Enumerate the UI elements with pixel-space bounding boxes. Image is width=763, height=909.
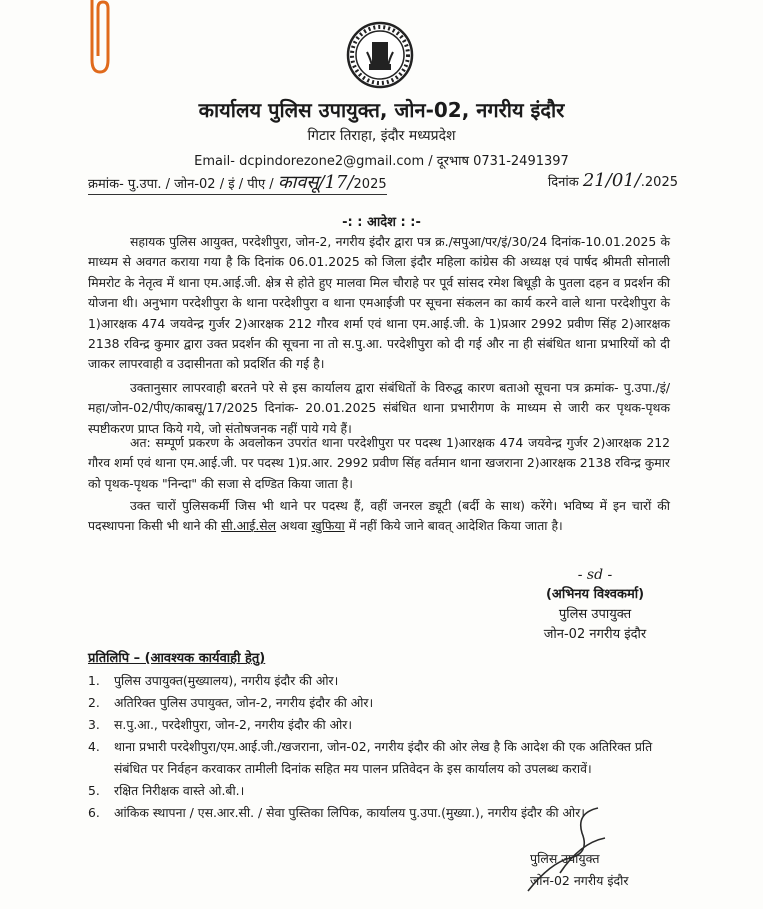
paper-clip-icon — [78, 0, 116, 78]
signature-block-copy — [530, 848, 650, 892]
office-title: कार्यालय पुलिस उपायुक्त, जोन-02, नगरीय इंदौर — [198, 98, 565, 122]
copy-signatory-office: जोन-02 नगरीय इंदौर — [530, 873, 629, 888]
order-heading: -: : आदेश : :- — [342, 215, 421, 230]
office-address: गिटार तिराहा, इंदौर मध्यप्रदेश — [307, 128, 456, 144]
document-page: कार्यालय पुलिस उपायुक्त, जोन-02, नगरीय इंदौर गिटार तिराहा, इंदौर मध्यप्रदेश Email- dcpindorezone2@gmail.com / दूरभाष 0731-2491397 क्रमांक- पु.उपा. / जोन-02 / इं / पीए / कावसू/17/2025 दिनांक 21/01/.2025 -: : आदेश : :- सहायक पुलिस आयुक्त, परदेशीपुरा, जोन-2, नगरीय इंदौर द्वारा पत्र क्र./सपुआ/पर/इं/30/24 दिनांक-10.01.2025 के माध्यम से अवगत कराया गया है कि दिनांक 06.01.2025 को जिला इंदौर महिला कांग्रेस की अध्यक्ष एवं पार्षद श्रीमती सोनाली मिमरोट के नेतृत्व में थाना एम.आई.जी. क्षेत्र से होते हुए मालवा मिल चौराहे पर पूर्व सांसद रमेश बिधूड़ी के पुतला दहन व प्रदर्शन की योजना थी। अनुभाग परदेशीपुरा के थाना परदेशीपुरा व थाना एमआईजी पर सूचना संकलन का कार्य करने वाले थाना परदेशीपुरा के 1)आरक्षक 474 जयवेन्द्र गुर्जर 2)आरक्षक 212 गौरव शर्मा एवं थाना एम.आई.जी. के 1)प्रआर 2992 प्रवीण सिंह 2)आरक्षक 2138 रविन्द्र कुमार द्वारा उक्त प्रदर्शन की सूचना ना तो स.पु.आ. परदेशीपुरा को दी गई और ना ही संबंधित थाना प्रभारियों को दी जाकर लापरवाही व उदासीनता को प्रदर्शित की गई है। उक्तानुसार लापरवाही बरतने परे से इस कार्यालय द्वारा संबंधितों के विरुद्ध कारण बताओ सूचना पत्र क्रमांक- पु.उपा./इं/महा/जोन-02/पीए/काबसू/17/2025 दिनांक- 20.01.2025 संबंधित थाना प्रभारीगण के माध्यम से जारी कर पृथक-पृथक स्पष्टीकरण प्राप्त किये गये, जो संतोषजनक नहीं पाये गये हैं। अत: सम्पूर्ण प्रकरण के अवलोकन उपरांत थाना परदेशीपुरा पर पदस्थ 1)आरक्षक 474 जयवेन्द्र गुर्जर 2)आरक्षक 212 गौरव शर्मा एवं थाना एम.आई.जी. पर पदस्थ 1)प्र.आर. 2992 प्रवीण सिंह वर्तमान थाना खजराना 2)आरक्षक 2138 रविन्द्र कुमार को पृथक-पृथक "निन्दा" की सजा से दण्डित किया जाता है। उक्त चारों पुलिसकर्मी जिस भी थाने पर पदस्थ हैं, वहीं जनरल ड्यूटी (बर्दी के साथ) करेंगे। भविष्य में इन चारों की पदस्थापना किसी भी थाने की सी.आई.सेल अथवा खुफिया में नहीं किये जाने बावत् आदेशित किया जाता है। - sd - (अभिनय विश्वकर्मा) पुलिस उपायुक्त जोन-02 नगरीय इंदौर प्रतिलिपि – (आवश्यक कार्यवाही हेतु) 1. पुलिस उपायुक्त(मुख्यालय), नगरीय इंदौर की ओर। 2. अतिरिक्त पुलिस उपायुक्त, जोन-2, नगरीय इंदौर की ओर। 3. स.पु.आ., परदेशीपुरा, जोन-2, नगरीय इंदौर की ओर। 4. थाना प्रभारी परदेशीपुरा/एम.आई.जी./खजराना, जोन-02, नगरीय इंदौर की ओर लेख है कि आदेश की एक अतिरिक्त प्रति संबंधित पर निर्वहन करवाकर तामीली दिनांक सहित मय पालन प्रतिवेदन के इस कार्यालय को उपलब्ध करावें। 5. रक्षित निरीक्षक वास्ते ओ.बी.। 6. आंकिक स्थापना / एस.आर.सी. / सेवा पुस्तिका लिपिक, कार्यालय पु.उपा.(मुख्या.), नगरीय इंदौर की ओर। पुलिस उपायुक्त जोन-02 नगरीय इंदौर — [0, 0, 763, 909]
office-contact: Email- dcpindorezone2@gmail.com / दूरभाष 0731-2491397 — [194, 154, 569, 169]
reference-number: क्रमांक- पु.उपा. / जोन-02 / इं / पीए / कावसू/17/2025 — [88, 172, 387, 193]
handwritten-date: 21/01/ — [582, 170, 641, 191]
signature-mark: - sd - — [577, 567, 613, 583]
order-paragraph-1: सहायक पुलिस आयुक्त, परदेशीपुरा, जोन-2, नगरीय इंदौर द्वारा पत्र क्र./सपुआ/पर/इं/30/24 दिनांक-10.01.2025 के माध्यम से अवगत कराया गया है कि दिनांक 06.01.2025 को जिला इंदौर महिला कांग्रेस की अध्यक्ष एवं पार्षद श्रीमती सोनाली मिमरोट के नेतृत्व में थाना एम.आई.जी. क्षेत्र से होते हुए मालवा मिल चौराहे पर पूर्व सांसद रमेश बिधूड़ी के पुतला दहन व प्रदर्शन की योजना थी। अनुभाग परदेशीपुरा के थाना परदेशीपुरा व थाना एमआईजी पर सूचना संकलन का कार्य करने वाले थाना परदेशीपुरा के 1)आरक्षक 474 जयवेन्द्र गुर्जर 2)आरक्षक 212 गौरव शर्मा एवं थाना एम.आई.जी. के 1)प्रआर 2992 प्रवीण सिंह 2)आरक्षक 2138 रविन्द्र कुमार द्वारा उक्त प्रदर्शन की सूचना ना तो स.पु.आ. परदेशीपुरा को दी गई और ना ही संबंधित थाना प्रभारियों को दी जाकर लापरवाही व उदासीनता को प्रदर्शित की गई है। — [88, 234, 670, 372]
order-paragraph-4: उक्त चारों पुलिसकर्मी जिस भी थाने पर पदस्थ हैं, वहीं जनरल ड्यूटी (बर्दी के साथ) करेंगे। भविष्य में इन चारों की पदस्थापना किसी भी थाने की सी.आई.सेल अथवा खुफिया में नहीं किये जाने बावत् आदेशित किया जाता है। — [88, 498, 670, 534]
handwritten-number: कावसू/17/ — [277, 172, 354, 193]
signature-block-primary — [525, 567, 665, 645]
copy-heading: प्रतिलिपि – (आवश्यक कार्यवाही हेतु) — [88, 651, 266, 666]
copy-signatory-designation: पुलिस उपायुक्त — [530, 851, 600, 866]
signatory-office: जोन-02 नगरीय इंदौर — [543, 627, 647, 642]
reference-date: दिनांक 21/01/.2025 — [547, 170, 678, 191]
signature-scribble-icon — [520, 803, 640, 898]
police-emblem-icon — [345, 20, 415, 90]
signatory-name: (अभिनय विश्वकर्मा) — [545, 587, 645, 602]
order-paragraph-2: उक्तानुसार लापरवाही बरतने परे से इस कार्यालय द्वारा संबंधितों के विरुद्ध कारण बताओ सूचना पत्र क्रमांक- पु.उपा./इं/महा/जोन-02/पीए/काबसू/17/2025 दिनांक- 20.01.2025 संबंधित थाना प्रभारीगण के माध्यम से जारी कर पृथक-पृथक स्पष्टीकरण प्राप्त किये गये, जो संतोषजनक नहीं पाये गये हैं। — [88, 380, 670, 436]
signatory-designation: पुलिस उपायुक्त — [558, 607, 632, 622]
order-paragraph-3: अत: सम्पूर्ण प्रकरण के अवलोकन उपरांत थाना परदेशीपुरा पर पदस्थ 1)आरक्षक 474 जयवेन्द्र गुर्जर 2)आरक्षक 212 गौरव शर्मा एवं थाना एम.आई.जी. पर पदस्थ 1)प्र.आर. 2992 प्रवीण सिंह वर्तमान थाना खजराना 2)आरक्षक 2138 रविन्द्र कुमार को पृथक-पृथक "निन्दा" की सजा से दण्डित किया जाता है। — [88, 435, 670, 491]
